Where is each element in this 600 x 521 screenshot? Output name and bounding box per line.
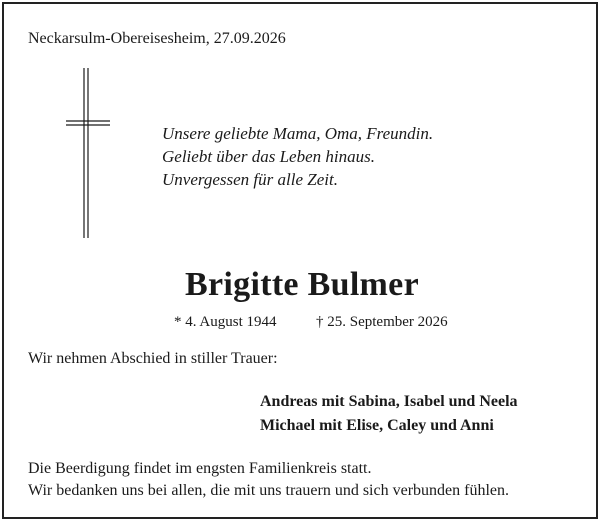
closing-line: Wir bedanken uns bei allen, die mit uns trauern und sich verbunden fühlen.	[28, 482, 509, 499]
death-date: † 25. September 2026	[316, 314, 448, 330]
verse-line: Geliebt über das Leben hinaus.	[162, 147, 375, 166]
verse-line: Unvergessen für alle Zeit.	[162, 170, 338, 189]
mourner-family: Michael mit Elise, Caley und Anni	[260, 417, 494, 434]
place-date: Neckarsulm-Obereisesheim, 27.09.2026	[28, 30, 286, 47]
obituary-frame	[2, 2, 598, 519]
mourner-family: Andreas mit Sabina, Isabel und Neela	[260, 393, 518, 410]
deceased-name: Brigitte Bulmer	[185, 266, 419, 303]
cross-icon	[66, 68, 110, 238]
verse-line: Unsere geliebte Mama, Oma, Freundin.	[162, 124, 434, 143]
closing-note	[28, 458, 509, 502]
farewell-intro: Wir nehmen Abschied in stiller Trauer:	[28, 350, 278, 367]
memorial-verse	[162, 122, 433, 191]
closing-line: Die Beerdigung findet im engsten Familienkreis statt.	[28, 460, 372, 477]
mourners-list	[260, 390, 518, 438]
birth-date: * 4. August 1944	[174, 314, 277, 330]
